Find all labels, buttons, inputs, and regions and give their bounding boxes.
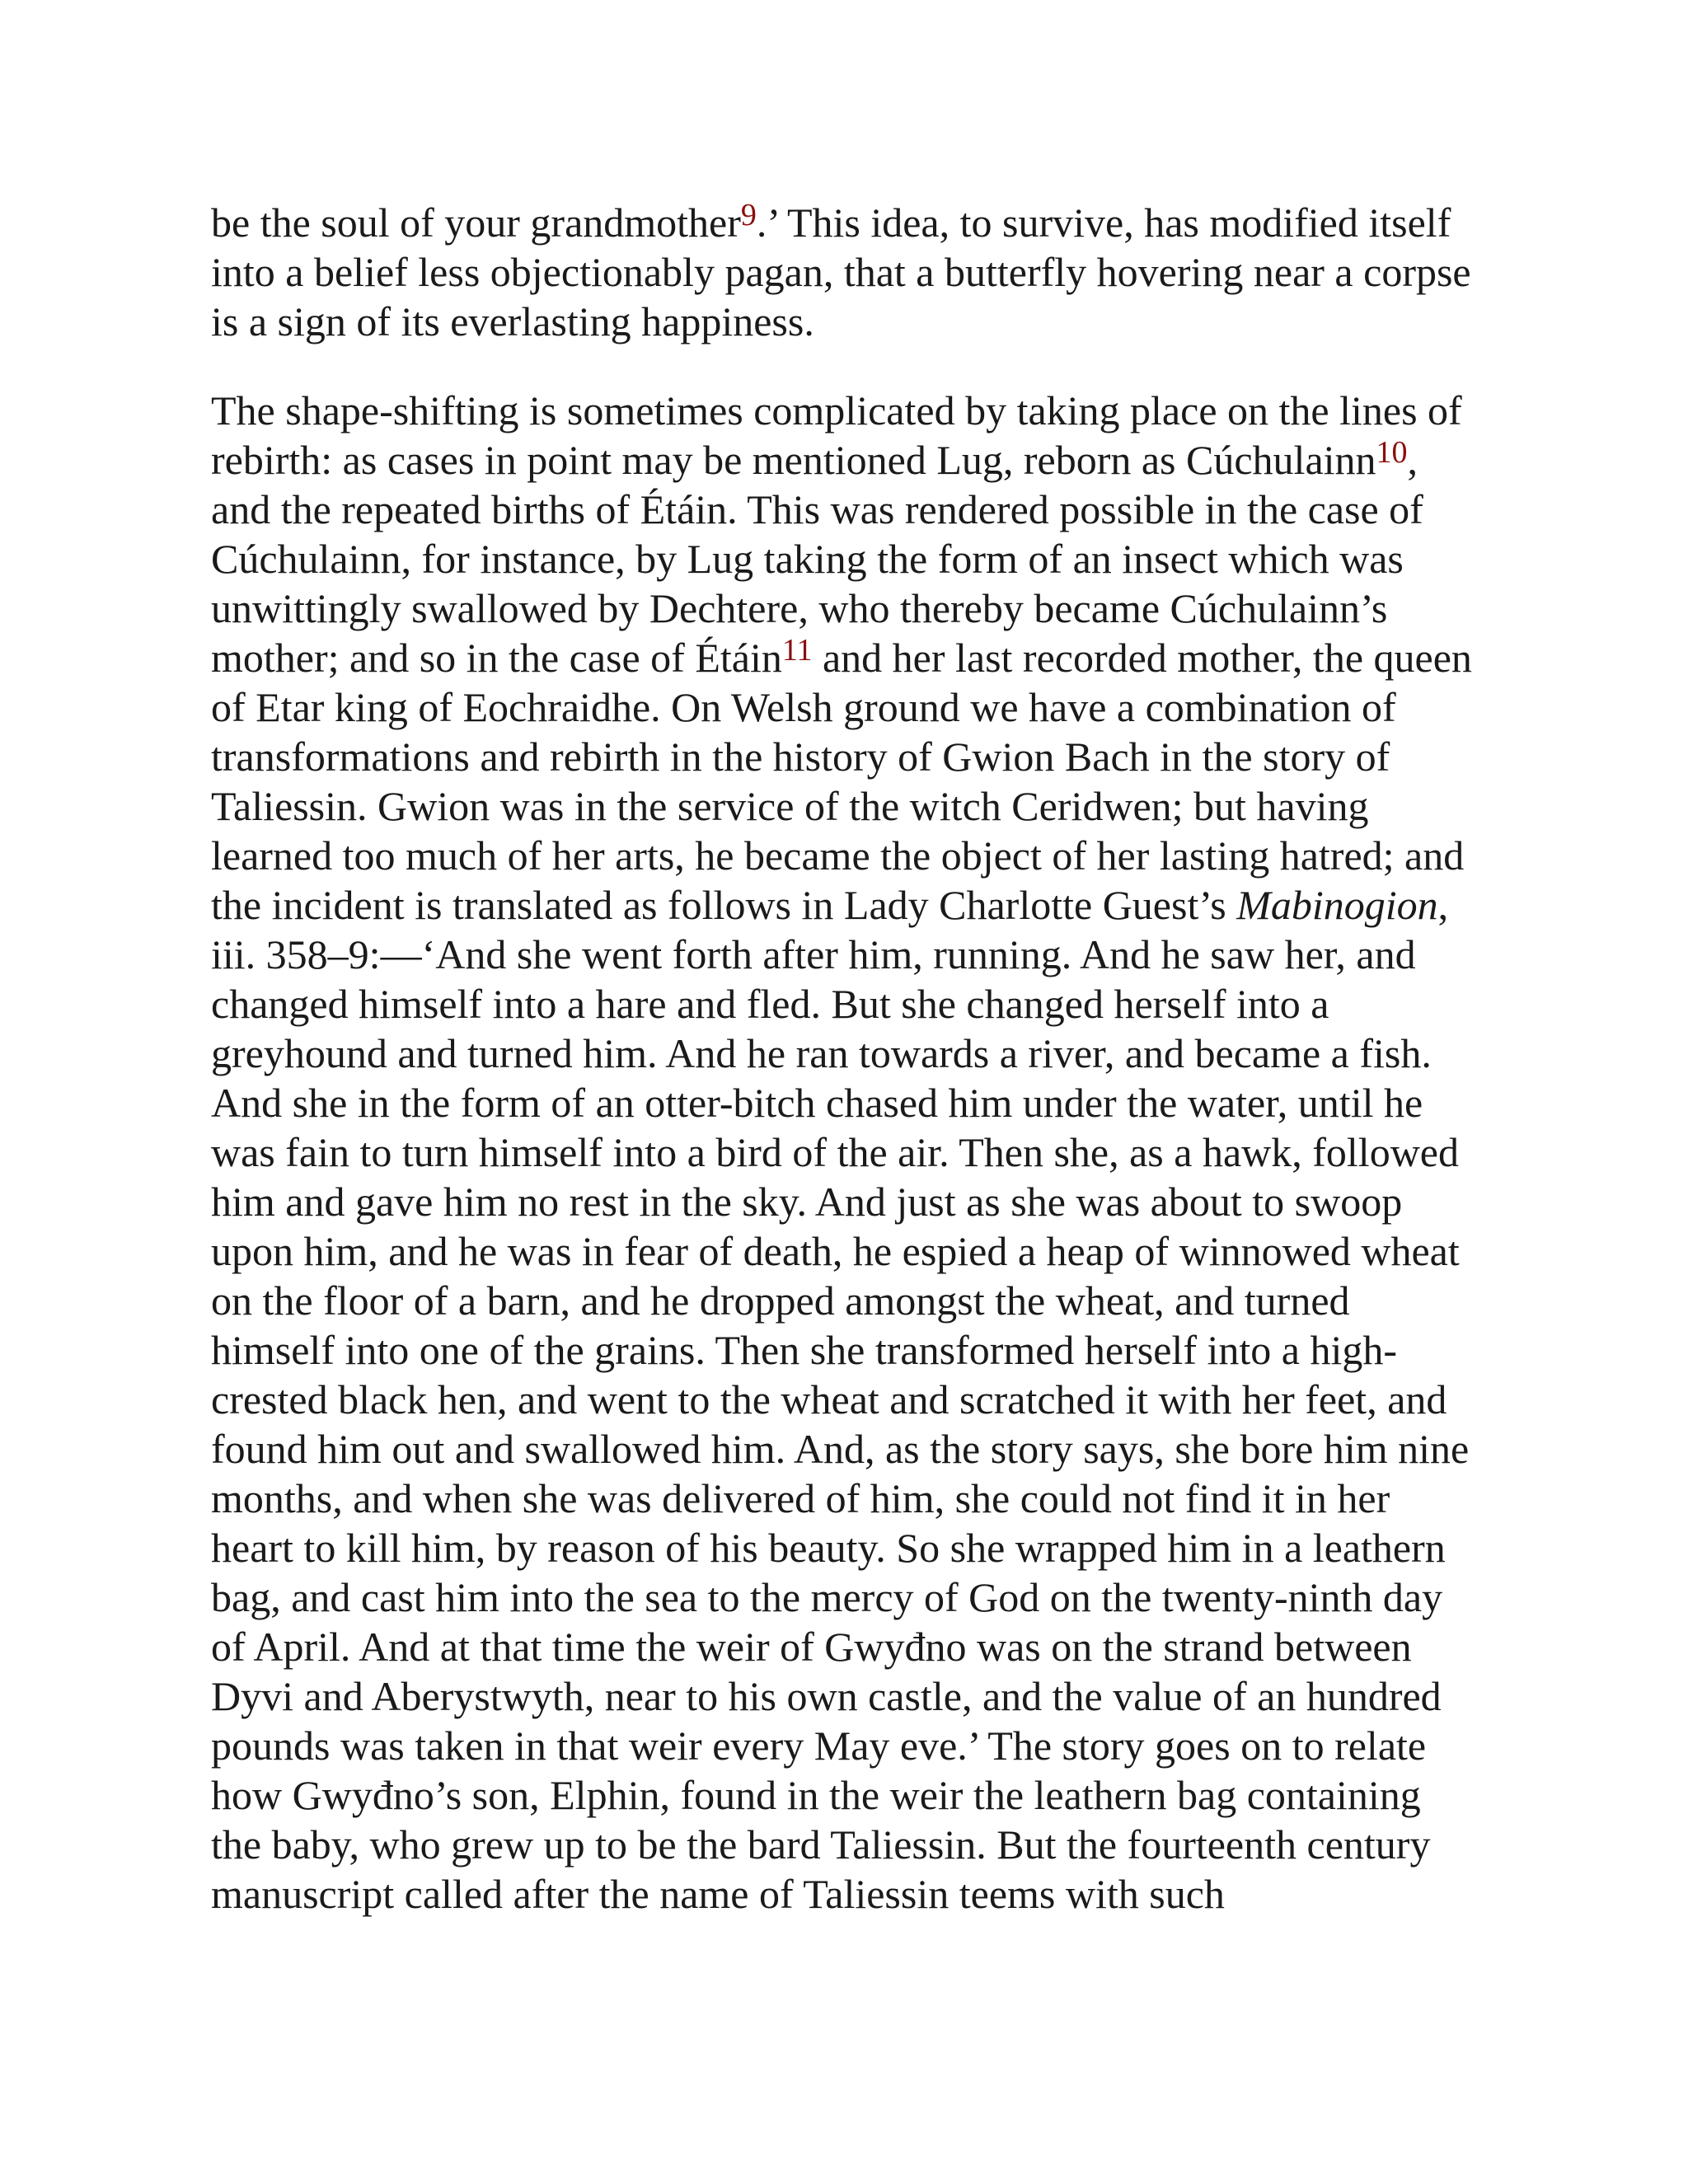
- paragraph-2-text-d: , iii. 358–9:—‘And she went forth after him, running. And he saw her, and changed himself into a hare and fled. But she changed herself into a greyhound and turned him. And he ran towards a river, and became a fish. And she in the form of an otter-bitch chased him under the water, until he was fain to turn himself into a bird of the air. Then she, as a hawk, followed him and gave him no rest in the sky. And just as she was about to swoop upon him, and he was in fear of death, he espied a heap of winnowed wheat on the floor of a barn, and he dropped amongst the wheat, and turned himself into one of the grains. Then she transformed herself into a high-crested black hen, and went to the wheat and scratched it with her feet, and found him out and swallowed him. And, as the story says, she bore him nine months, and when she was delivered of him, she could not find it in her heart to kill him, by reason of his beauty. So she wrapped him in a leathern bag, and cast him into the sea to the mercy of God on the twenty-ninth day of April. And at that time the weir of Gwyđno was on the strand between Dyvi and Aberystwyth, near to his own castle, and the value of an hundred pounds was taken in that weir every May eve.’ The story goes on to relate how Gwyđno’s son, Elphin, found in the weir the leathern bag containing the baby, who grew up to be the bard Taliessin. But the fourteenth century manuscript called after the name of Taliessin teems with such: [211, 882, 1470, 1917]
- paragraph-1: [211, 198, 1480, 346]
- paragraph-1-text-b: .’ This idea, to survive, has modified itself into a belief less objectionably pagan, that a butterfly hovering near a corpse is a sign of its everlasting happiness.: [211, 199, 1471, 344]
- paragraph-1-text-a: be the soul of your grandmother: [211, 199, 741, 246]
- footnote-ref-10[interactable]: 10: [1376, 435, 1408, 470]
- paragraph-2: [211, 386, 1480, 1919]
- paragraph-2-text-c: and her last recorded mother, the queen of Etar king of Eochraidhe. On Welsh ground we have a combination of transformations and rebirth in the history of Gwion Bach in the story of Taliessin. Gwion was in the service of the witch Ceridwen; but having learned too much of her arts, he became the object of her lasting hatred; and the incident is translated as follows in Lady Charlotte Guest’s: [211, 635, 1472, 928]
- footnote-ref-11[interactable]: 11: [781, 633, 813, 668]
- page-text-block: [211, 198, 1480, 1958]
- paragraph-2-text-a: The shape-shifting is sometimes complicated by taking place on the lines of rebirth: as cases in point may be mentioned Lug, reborn as Cúchulainn: [211, 387, 1462, 483]
- footnote-ref-9[interactable]: 9: [740, 198, 757, 232]
- book-title-mabinogion: Mabinogion: [1236, 882, 1438, 928]
- paragraph-2-text-b: , and the repeated births of Étáin. This was rendered possible in the case of Cúchulainn, for instance, by Lug taking the form of an insect which was unwittingly swallowed by Dechtere, who thereby became Cúchulainn’s mother; and so in the case of Étáin: [211, 437, 1423, 681]
